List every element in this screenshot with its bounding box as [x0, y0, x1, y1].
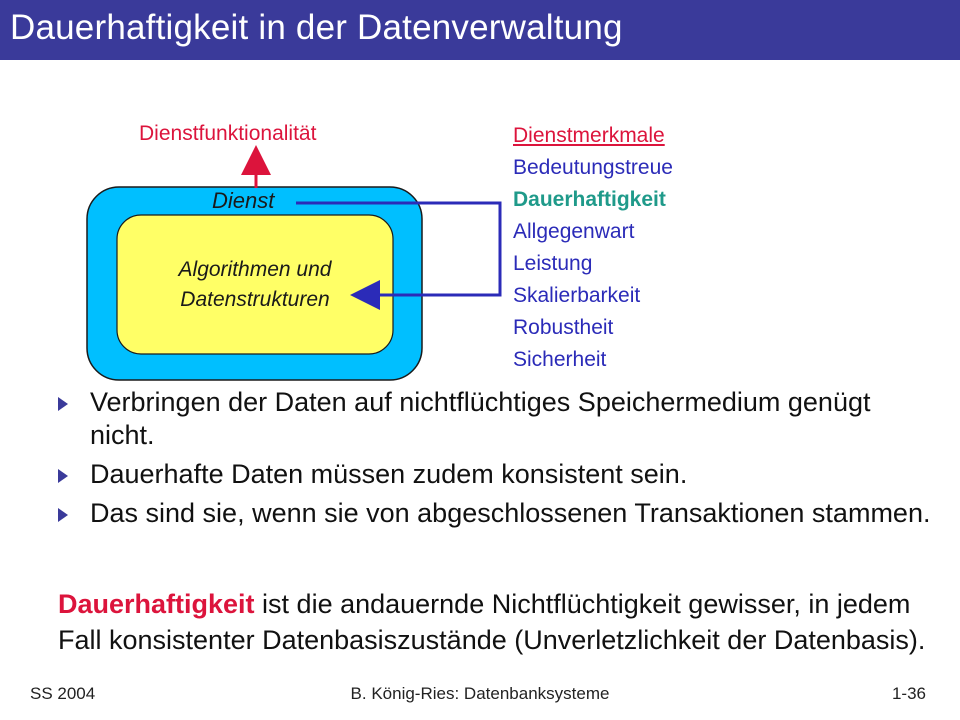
- merkmale-header: Dienstmerkmale: [513, 124, 665, 147]
- dienst-label: Dienst: [212, 188, 275, 213]
- definition-paragraph: [58, 586, 938, 658]
- merkmal-item: Allgegenwart: [513, 220, 635, 243]
- bullet-text: Dauerhafte Daten müssen zudem konsistent sein.: [90, 459, 688, 489]
- definition-text: ist die andauernde Nichtflüchtigkeit gewisser, in jedem Fall konsistenter Datenbasiszustände (Unverletzlichkeit der Datenbasis).: [58, 589, 926, 655]
- bullet-arrow-icon: [58, 469, 68, 483]
- slide-title: Dauerhaftigkeit in der Datenverwaltung: [10, 8, 623, 47]
- footer-semester: SS 2004: [30, 684, 96, 703]
- merkmal-item: Leistung: [513, 252, 593, 275]
- bullet-arrow-icon: [58, 508, 68, 522]
- merkmal-item: Bedeutungstreue: [513, 156, 673, 179]
- merkmale-list: [513, 120, 673, 376]
- bullet-item: [58, 458, 938, 491]
- definition-term: Dauerhaftigkeit: [58, 589, 255, 619]
- bullet-item: [58, 497, 938, 530]
- bullet-list: [58, 386, 938, 536]
- footer-course: B. König-Ries: Datenbanksysteme: [350, 684, 610, 703]
- bullet-item: [58, 386, 938, 452]
- algorithm-label: [117, 255, 393, 315]
- merkmal-item: Sicherheit: [513, 348, 607, 371]
- bullet-text: Das sind sie, wenn sie von abgeschlossenen Transaktionen stammen.: [90, 498, 931, 528]
- algorithm-label-line1: Algorithmen und: [178, 258, 332, 281]
- merkmal-item: Skalierbarkeit: [513, 284, 641, 307]
- bullet-text: Verbringen der Daten auf nichtflüchtiges Speichermedium genügt nicht.: [90, 387, 871, 450]
- bullet-arrow-icon: [58, 397, 68, 411]
- merkmal-item: Robustheit: [513, 316, 614, 339]
- footer-page-number: 1-36: [891, 684, 926, 703]
- algorithm-label-line2: Datenstrukturen: [180, 288, 330, 311]
- merkmal-item-highlighted: Dauerhaftigkeit: [513, 188, 666, 211]
- funktion-label: Dienstfunktionalität: [139, 122, 317, 145]
